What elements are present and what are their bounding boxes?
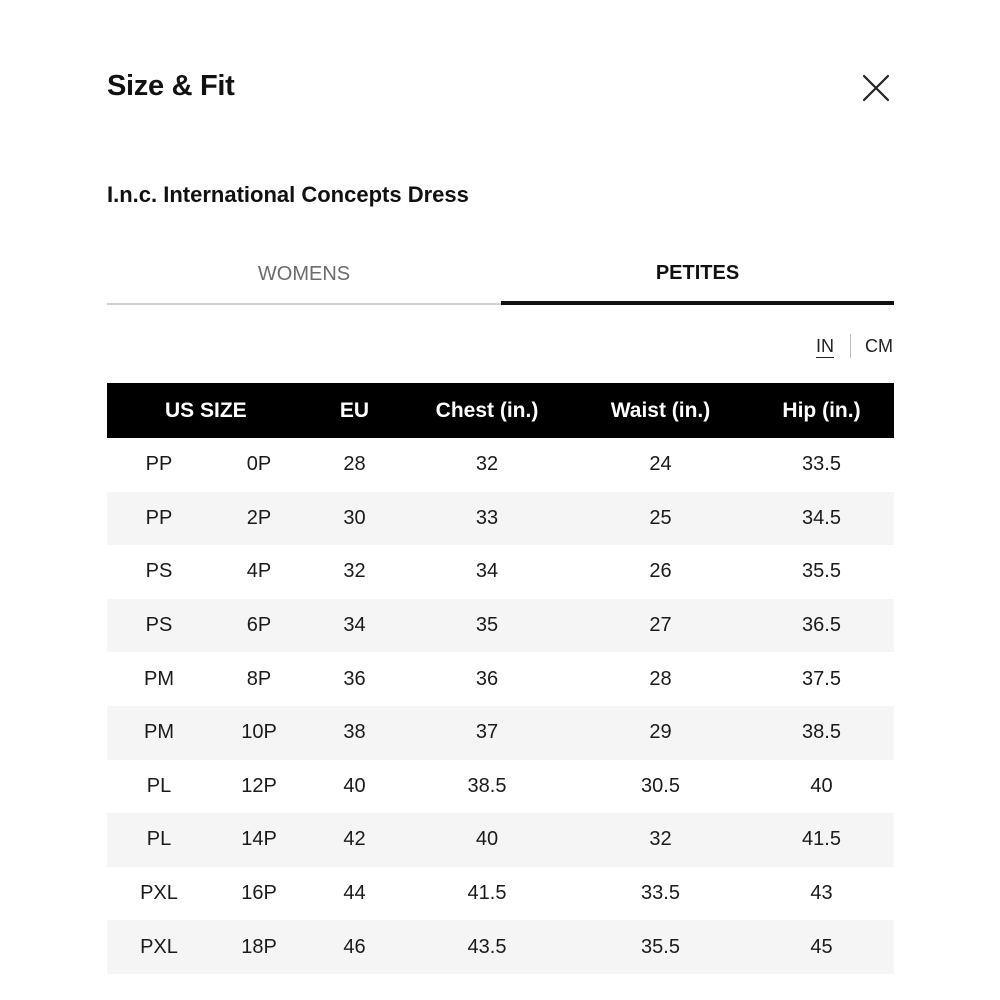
cell-hip: 33.5 bbox=[802, 453, 841, 476]
cell-us-letter: PL bbox=[107, 813, 211, 867]
cell-us-letter: PM bbox=[144, 667, 174, 690]
size-chart-table bbox=[107, 383, 894, 974]
cell-eu: 38 bbox=[307, 706, 402, 760]
table-header-row bbox=[107, 383, 894, 438]
close-icon bbox=[862, 74, 890, 102]
cell-us-number: 8P bbox=[246, 667, 272, 690]
cell-eu: 28 bbox=[343, 453, 366, 476]
cell-chest: 36 bbox=[475, 667, 499, 690]
unit-divider bbox=[850, 334, 851, 358]
table-row bbox=[107, 920, 894, 974]
table-row bbox=[107, 652, 894, 706]
table-row bbox=[107, 760, 894, 814]
header-eu: EU bbox=[307, 383, 402, 438]
cell-us-letter: PP bbox=[145, 453, 173, 476]
cell-hip: 43 bbox=[810, 882, 833, 905]
unit-toggle bbox=[812, 332, 895, 360]
table-row bbox=[107, 599, 894, 653]
table-row bbox=[107, 706, 894, 760]
header-hip: Hip (in.) bbox=[749, 383, 894, 438]
cell-us-number: 12P bbox=[241, 774, 277, 797]
cell-chest: 41.5 bbox=[467, 882, 507, 905]
cell-eu: 42 bbox=[307, 813, 402, 867]
cell-us-number: 4P bbox=[246, 560, 272, 583]
cell-chest: 43.5 bbox=[402, 920, 572, 974]
product-name: I.n.c. International Concepts Dress bbox=[107, 182, 469, 207]
cell-us-letter: PP bbox=[107, 492, 211, 546]
cell-hip: 37.5 bbox=[802, 667, 841, 690]
cell-eu: 30 bbox=[307, 492, 402, 546]
cell-eu: 34 bbox=[307, 599, 402, 653]
table-row bbox=[107, 492, 894, 546]
cell-eu: 32 bbox=[343, 560, 366, 583]
cell-hip: 45 bbox=[749, 920, 894, 974]
cell-chest: 37 bbox=[402, 706, 572, 760]
cell-hip: 36.5 bbox=[749, 599, 894, 653]
tab-petites[interactable]: PETITES bbox=[501, 245, 894, 305]
cell-hip: 40 bbox=[810, 774, 833, 797]
cell-us-number: 14P bbox=[211, 813, 307, 867]
cell-waist: 32 bbox=[572, 813, 749, 867]
cell-us-letter: PS bbox=[145, 560, 173, 583]
unit-in-option[interactable]: IN bbox=[816, 335, 834, 356]
cell-chest: 33 bbox=[402, 492, 572, 546]
cell-waist: 30.5 bbox=[641, 774, 680, 797]
cell-eu: 46 bbox=[307, 920, 402, 974]
modal-title: Size & Fit bbox=[107, 70, 235, 102]
cell-us-number: 10P bbox=[211, 706, 307, 760]
close-button[interactable] bbox=[856, 68, 896, 108]
cell-us-number: 18P bbox=[211, 920, 307, 974]
cell-waist: 29 bbox=[572, 706, 749, 760]
cell-waist: 27 bbox=[572, 599, 749, 653]
cell-waist: 26 bbox=[649, 560, 672, 583]
cell-us-letter: PM bbox=[107, 706, 211, 760]
cell-us-letter: PL bbox=[146, 774, 172, 797]
cell-us-number: 16P bbox=[241, 882, 277, 905]
cell-us-letter: PXL bbox=[140, 882, 178, 905]
unit-cm-option[interactable]: CM bbox=[865, 335, 893, 356]
cell-chest: 40 bbox=[402, 813, 572, 867]
table-row bbox=[107, 813, 894, 867]
cell-hip: 34.5 bbox=[749, 492, 894, 546]
cell-us-number: 6P bbox=[211, 599, 307, 653]
header-waist: Waist (in.) bbox=[572, 383, 749, 438]
size-category-tabs bbox=[107, 245, 894, 305]
cell-waist: 35.5 bbox=[572, 920, 749, 974]
header-us-size: US SIZE bbox=[107, 383, 307, 438]
cell-us-number: 0P bbox=[246, 453, 272, 476]
cell-hip: 41.5 bbox=[749, 813, 894, 867]
cell-waist: 25 bbox=[572, 492, 749, 546]
cell-chest: 34 bbox=[475, 560, 499, 583]
cell-eu: 44 bbox=[343, 882, 366, 905]
cell-chest: 35 bbox=[402, 599, 572, 653]
cell-chest: 38.5 bbox=[467, 774, 507, 797]
tab-womens[interactable]: WOMENS bbox=[107, 245, 501, 305]
table-row bbox=[107, 545, 894, 599]
header-chest: Chest (in.) bbox=[402, 383, 572, 438]
cell-chest: 32 bbox=[475, 453, 499, 476]
table-row bbox=[107, 867, 894, 921]
cell-hip: 35.5 bbox=[802, 560, 841, 583]
cell-waist: 28 bbox=[649, 667, 672, 690]
cell-eu: 36 bbox=[343, 667, 366, 690]
cell-us-number: 2P bbox=[211, 492, 307, 546]
cell-hip: 38.5 bbox=[749, 706, 894, 760]
cell-us-letter: PXL bbox=[107, 920, 211, 974]
cell-eu: 40 bbox=[343, 774, 366, 797]
cell-waist: 33.5 bbox=[641, 882, 680, 905]
table-row bbox=[107, 438, 894, 492]
cell-waist: 24 bbox=[649, 453, 672, 476]
cell-us-letter: PS bbox=[107, 599, 211, 653]
